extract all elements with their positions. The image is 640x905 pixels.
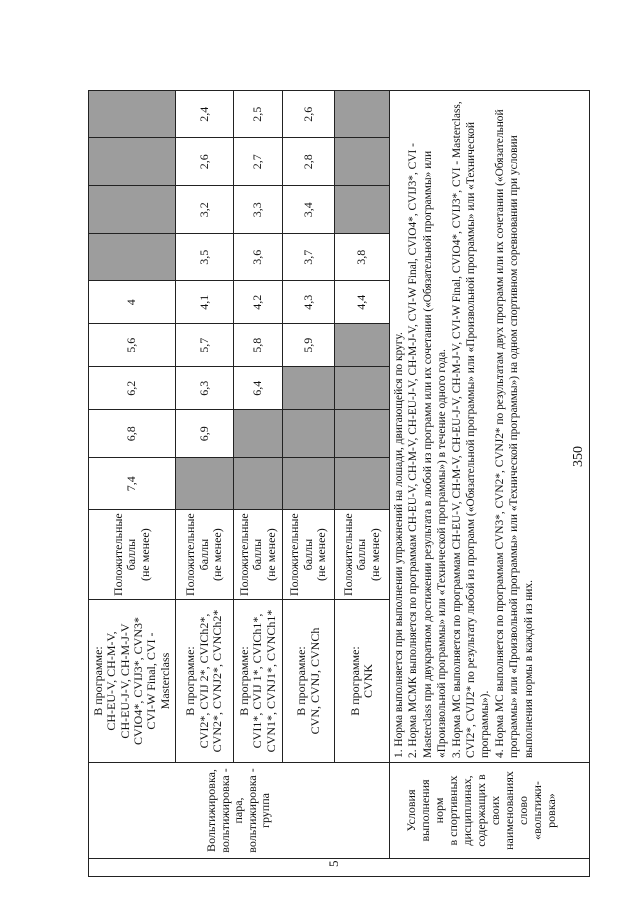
note-item: 3. Норма МС выполняется по программам CH-EU-V, CH-M-V, CH-EU-J-V, CH-M-J-V, CVI-W Final, CVIO4*, CVIJ3*, CVI - Masterclass, CVI2*, CVIJ2* по результату любой из программ («Обязательной программы» или «Произвольной программы» или «Технической программы»). (450, 101, 492, 758)
program-cell: В программе: CVI1*, CVIJ 1*, CVICh1*, CVN1*, CVNJ1*, CVNCh1* (234, 600, 283, 763)
value-cell: 5,9 (283, 324, 335, 367)
table-row (234, 91, 283, 877)
score-label: Положительные баллы (не менее) (335, 510, 390, 600)
shaded-cell (89, 186, 176, 234)
table-row (390, 91, 590, 877)
shaded-cell (335, 410, 390, 458)
blank-column (89, 859, 590, 877)
program-cell: В программе: CVNK (335, 600, 390, 763)
value-cell: 2,5 (234, 91, 283, 138)
value-cell: 6,9 (176, 410, 234, 458)
value-cell: 3,8 (335, 234, 390, 281)
value-cell: 6,4 (234, 367, 283, 410)
value-cell: 5,7 (176, 324, 234, 367)
value-cell: 2,6 (176, 138, 234, 186)
value-cell: 4,3 (283, 281, 335, 324)
note-item: 4. Норма МС выполняется по программам CVN3*, CVN2*, CVNJ2* по результатам двух программ или их сочетании («Обязательной программы» или «Произвольной программы» или «Технической программы») на одном спортивном соревновании при условии выполнения нормы в каждой из них. (493, 109, 535, 758)
table-row (283, 91, 335, 877)
value-cell: 4 (89, 281, 176, 324)
shaded-cell (335, 138, 390, 186)
value-cell: 5,6 (89, 324, 176, 367)
shaded-cell (335, 324, 390, 367)
value-cell: 6,8 (89, 410, 176, 458)
value-cell: 2,8 (283, 138, 335, 186)
shaded-cell (176, 458, 234, 510)
note-item: 2. Норма МСМК выполняется по программам CH-EU-V, CH-M-V, CH-EU-J-V, CH-M-J-V, CVI-W Final, CVIO4*, CVIJ3*, CVI - Masterclass при двукратном достижении результата в любой из программ или их сочетании («Обязательной программы» или «Произвольной программы» или «Технической программы») в течение одного года. (407, 143, 449, 758)
value-cell: 4,2 (234, 281, 283, 324)
score-label: Положительные баллы (не менее) (89, 510, 176, 600)
value-cell: 6,2 (89, 367, 176, 410)
value-cell: 3,3 (234, 186, 283, 234)
shaded-cell (335, 186, 390, 234)
value-cell: 2,7 (234, 138, 283, 186)
norms-table (88, 90, 590, 877)
value-cell: 6,3 (176, 367, 234, 410)
shaded-cell (283, 410, 335, 458)
score-label: Положительные баллы (не менее) (234, 510, 283, 600)
shaded-cell (89, 234, 176, 281)
value-cell: 4,1 (176, 281, 234, 324)
discipline-label: Вольтижировка, вольтижировка - пара, вольтижировка - группа (89, 763, 390, 859)
margin-number: 5 (326, 860, 341, 867)
shaded-cell (335, 91, 390, 138)
score-label: Положительные баллы (не менее) (176, 510, 234, 600)
value-cell: 3,5 (176, 234, 234, 281)
program-cell: В программе: CH-EU-V, CH-M-V, CH-EU-J-V, CH-M-J-V CVIO4*, CVIJ3*, CVN3* CVI-W Final, CVI - Masterclass (89, 600, 176, 763)
table-row (176, 91, 234, 877)
value-cell: 2,6 (283, 91, 335, 138)
program-cell: В программе: CVN, CVNJ, CVNCh (283, 600, 335, 763)
shaded-cell (234, 458, 283, 510)
notes-cell (390, 91, 590, 763)
score-label: Положительные баллы (не менее) (283, 510, 335, 600)
value-cell: 3,7 (283, 234, 335, 281)
shaded-cell (234, 410, 283, 458)
value-cell: 4,4 (335, 281, 390, 324)
shaded-cell (335, 367, 390, 410)
shaded-cell (283, 367, 335, 410)
shaded-cell (283, 458, 335, 510)
conditions-label: Условия выполнения норм в спортивных дисциплинах, содержащих в своих наименованиях слово «вольтижи- ровка» (390, 763, 590, 859)
table-row (89, 91, 176, 877)
shaded-cell (335, 458, 390, 510)
value-cell: 7,4 (89, 458, 176, 510)
shaded-cell (89, 138, 176, 186)
shaded-cell (89, 91, 176, 138)
value-cell: 3,4 (283, 186, 335, 234)
value-cell: 3,2 (176, 186, 234, 234)
value-cell: 3,6 (234, 234, 283, 281)
value-cell: 5,8 (234, 324, 283, 367)
page-number: 350 (571, 446, 586, 467)
value-cell: 2,4 (176, 91, 234, 138)
program-cell: В программе: CVI2*, CVIJ 2*, CVICh2*, CVN2*, CVNJ2*, CVNCh2* (176, 600, 234, 763)
table-row (335, 91, 390, 877)
note-item: 1. Норма выполняется при выполнении упражнений на лошади, двигающейся по кругу. (393, 332, 405, 758)
